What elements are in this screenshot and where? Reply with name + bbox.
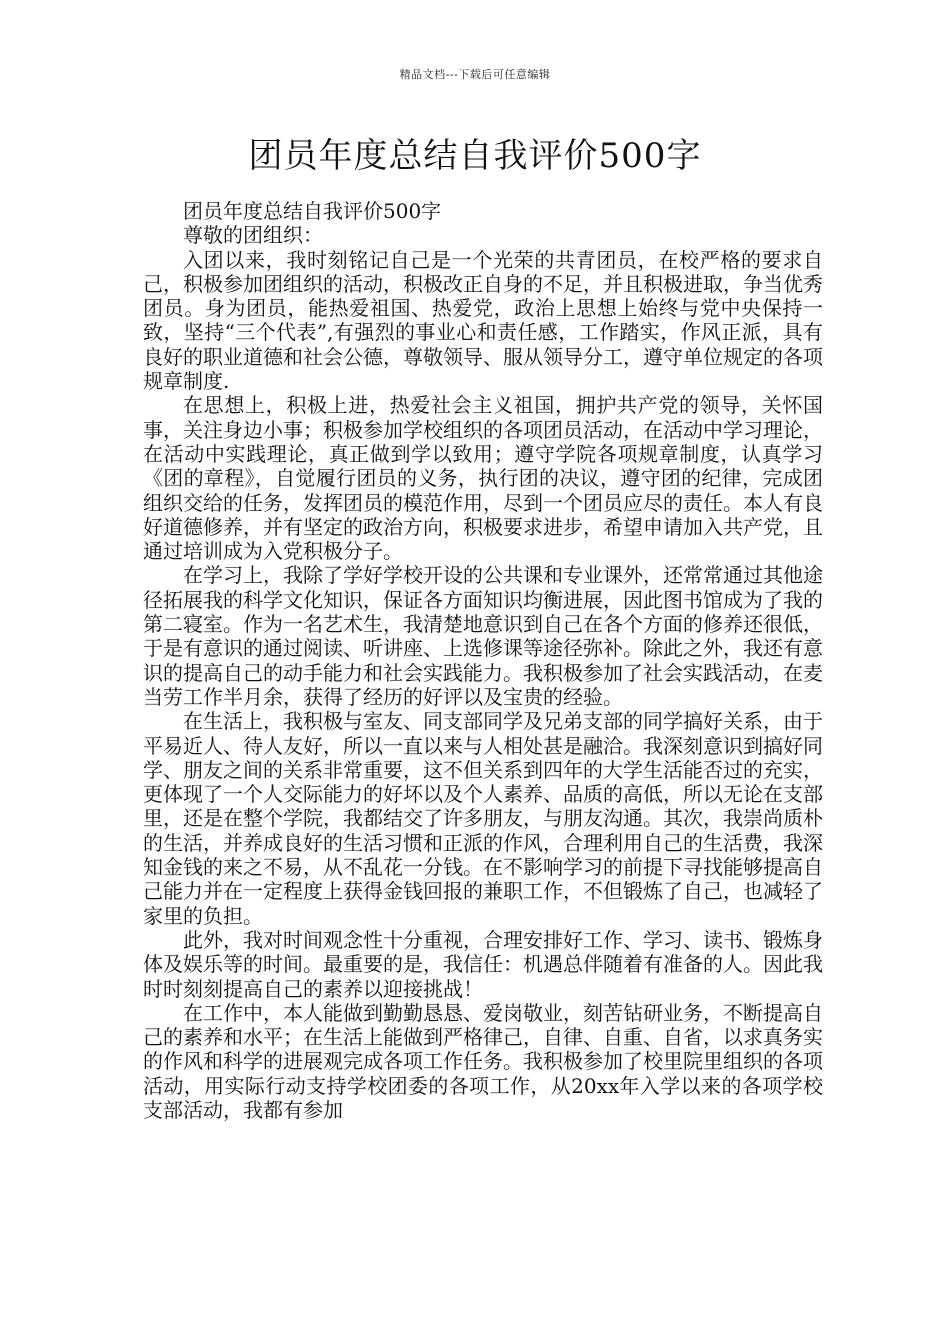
body-paragraph: 此外，我对时间观念性十分重视，合理安排好工作、学习、读书、锻炼身体及娱乐等的时间。最重要的是，我信任：机遇总伴随着有准备的人。因此我时时刻刻提高自己的素养以迎接挑战！	[143, 927, 823, 1001]
body-paragraph: 在工作中，本人能做到勤勤恳恳、爱岗敬业，刻苦钻研业务，不断提高自己的素养和水平；在生活上能做到严格律己，自律、自重、自省，以求真务实的作风和科学的进展观完成各项工作任务。我积极参加了校里院里组织的各项活动，用实际行动支持学校团委的各项工作，从20xx年入学以来的各项学校支部活动，我都有参加	[143, 1000, 823, 1122]
body-paragraph: 尊敬的团组织：	[183, 223, 323, 248]
body-paragraph: 在生活上，我积极与室友、同支部同学及兄弟支部的同学搞好关系，由于平易近人、待人友好，所以一直以来与人相处甚是融洽。我深刻意识到搞好同学、朋友之间的关系非常重要，这不但关系到四年的大学生活能否过的充实，更体现了一个人交际能力的好坏以及个人素养、品质的高低，所以无论在支部里，还是在整个学院，我都结交了许多朋友，与朋友沟通。其次，我崇尚质朴的生活，并养成良好的生活习惯和正派的作风，合理利用自己的生活费，我深知金钱的来之不易，从不乱花一分钱。在不影响学习的前提下寻找能够提高自己能力并在一定程度上获得金钱回报的兼职工作，不但锻炼了自己，也减轻了家里的负担。	[143, 709, 823, 928]
document-title: 团员年度总结自我评价500字	[248, 136, 702, 176]
header-note: 精品文档---下载后可任意编辑	[399, 68, 551, 81]
body-paragraph: 团员年度总结自我评价500字	[183, 199, 442, 223]
body-paragraph: 在思想上，积极上进，热爱社会主义祖国，拥护共产党的领导，关怀国事，关注身边小事；积极参加学校组织的各项团员活动，在活动中学习理论，在活动中实践理论，真正做到学以致用；遵守学院各项规章制度，认真学习《团的章程》，自觉履行团员的义务，执行团的决议，遵守团的纪律，完成团组织交给的任务，发挥团员的模范作用，尽到一个团员应尽的责任。本人有良好道德修养，并有坚定的政治方向，积极要求进步，希望申请加入共产党，且通过培训成为入党积极分子。	[143, 393, 823, 564]
body-paragraph: 入团以来，我时刻铭记自己是一个光荣的共青团员，在校严格的要求自己，积极参加团组织的活动，积极改正自身的不足，并且积极进取，争当优秀团员。身为团员，能热爱祖国、热爱党，政治上思想上始终与党中央保持一致，坚持“三个代表”,有强烈的事业心和责任感，工作踏实，作风正派，具有良好的职业道德和社会公德，尊敬领导、服从领导分工，遵守单位规定的各项规章制度.	[143, 247, 823, 394]
body-paragraph: 在学习上，我除了学好学校开设的公共课和专业课外，还常常通过其他途径拓展我的科学文化知识，保证各方面知识均衡进展，因此图书馆成为了我的第二寝室。作为一名艺术生，我清楚地意识到自己在各个方面的修养还很低，于是有意识的通过阅读、听讲座、上选修课等途径弥补。除此之外，我还有意识的提高自己的动手能力和社会实践能力。我积极参加了社会实践活动，在麦当劳工作半月余，获得了经历的好评以及宝贵的经验。	[143, 563, 823, 709]
document-body	[143, 199, 823, 1122]
